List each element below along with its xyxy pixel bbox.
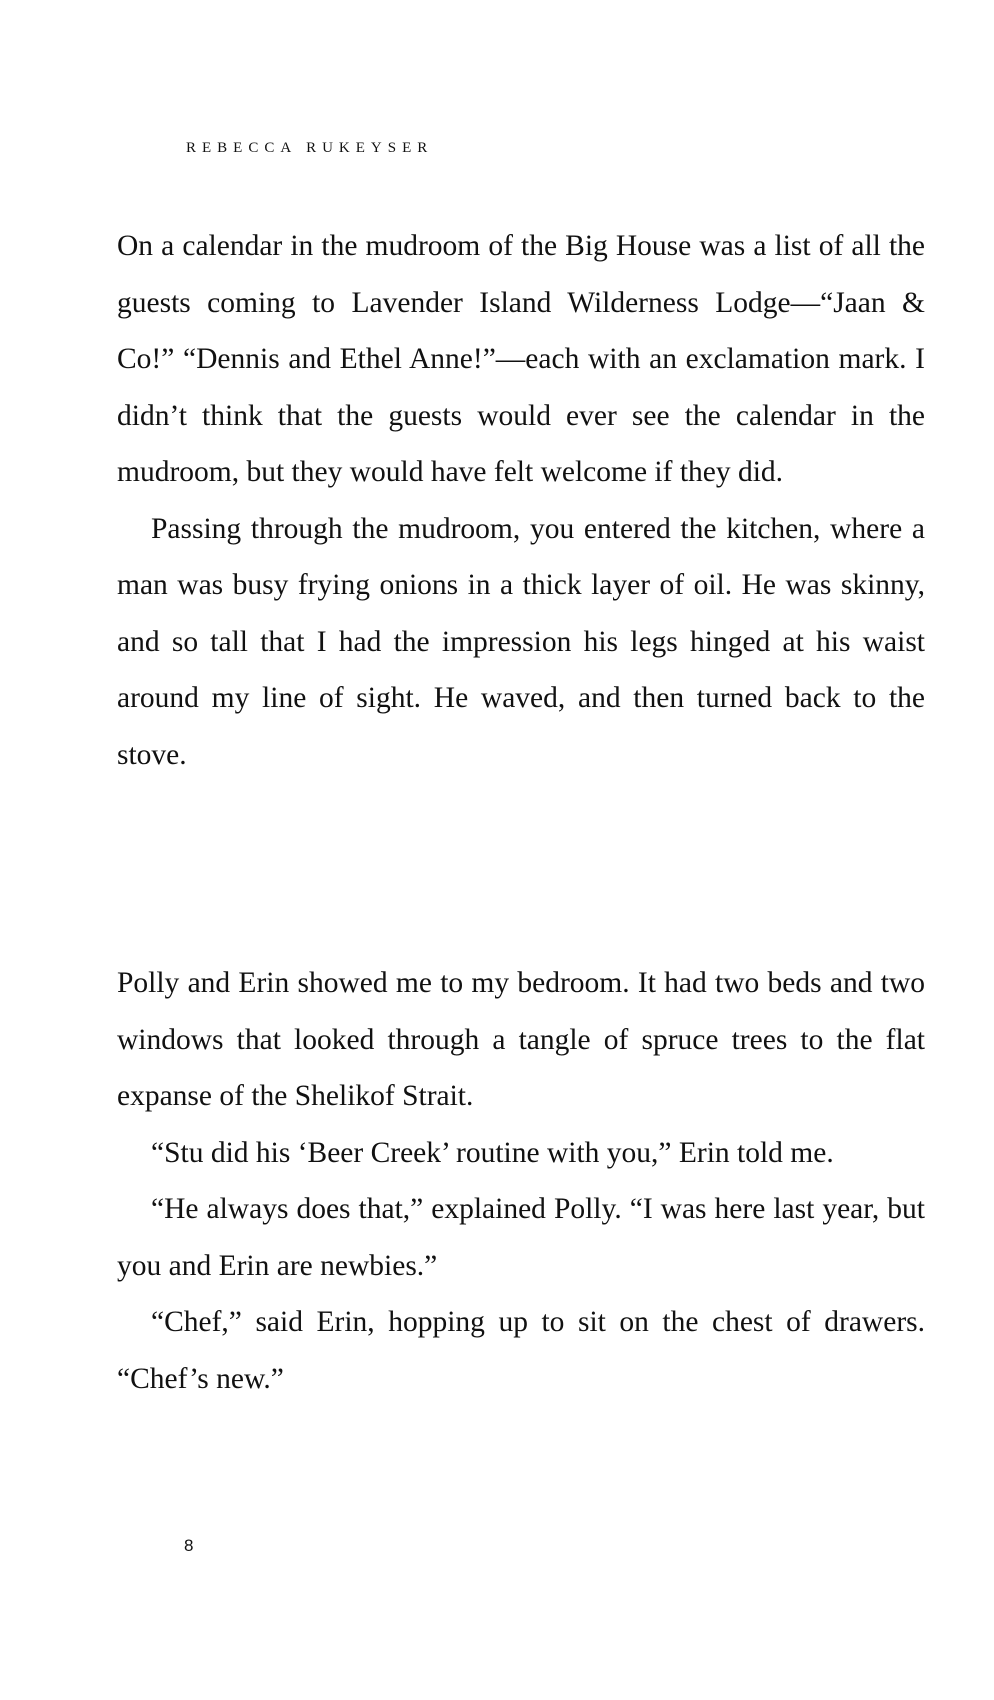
paragraph: “Stu did his ‘Beer Creek’ routine with you,” Erin told me.	[151, 1136, 834, 1169]
paragraph: On a calendar in the mudroom of the Big House was a list of all the guests coming to Lavender Island Wilderness Lodge—“Jaan & Co!” “Dennis and Ethel Anne!”—each with an exclamation mark. I didn’t think that the guests would ever see the calendar in the mudroom, but they would have felt welcome if they did.	[117, 230, 925, 488]
paragraph: Passing through the mudroom, you entered the kitchen, where a man was busy frying onions in a thick layer of oil. He was skinny, and so tall that I had the impression his legs hinged at his waist around my line of sight. He waved, and then turned back to the stove.	[117, 512, 925, 771]
paragraph: Polly and Erin showed me to my bedroom. It had two beds and two windows that looked through a tangle of spruce trees to the flat expanse of the Shelikof Strait.	[117, 967, 925, 1112]
page-number: 8	[184, 1536, 194, 1555]
paragraph: “He always does that,” explained Polly. “I was here last year, but you and Erin are newbies.”	[117, 1193, 925, 1282]
running-head: REBECCA RUKEYSER	[186, 140, 434, 156]
body-section-1	[117, 218, 925, 783]
body-section-2	[117, 955, 925, 1407]
paragraph: “Chef,” said Erin, hopping up to sit on the chest of drawers. “Chef’s new.”	[117, 1306, 925, 1395]
